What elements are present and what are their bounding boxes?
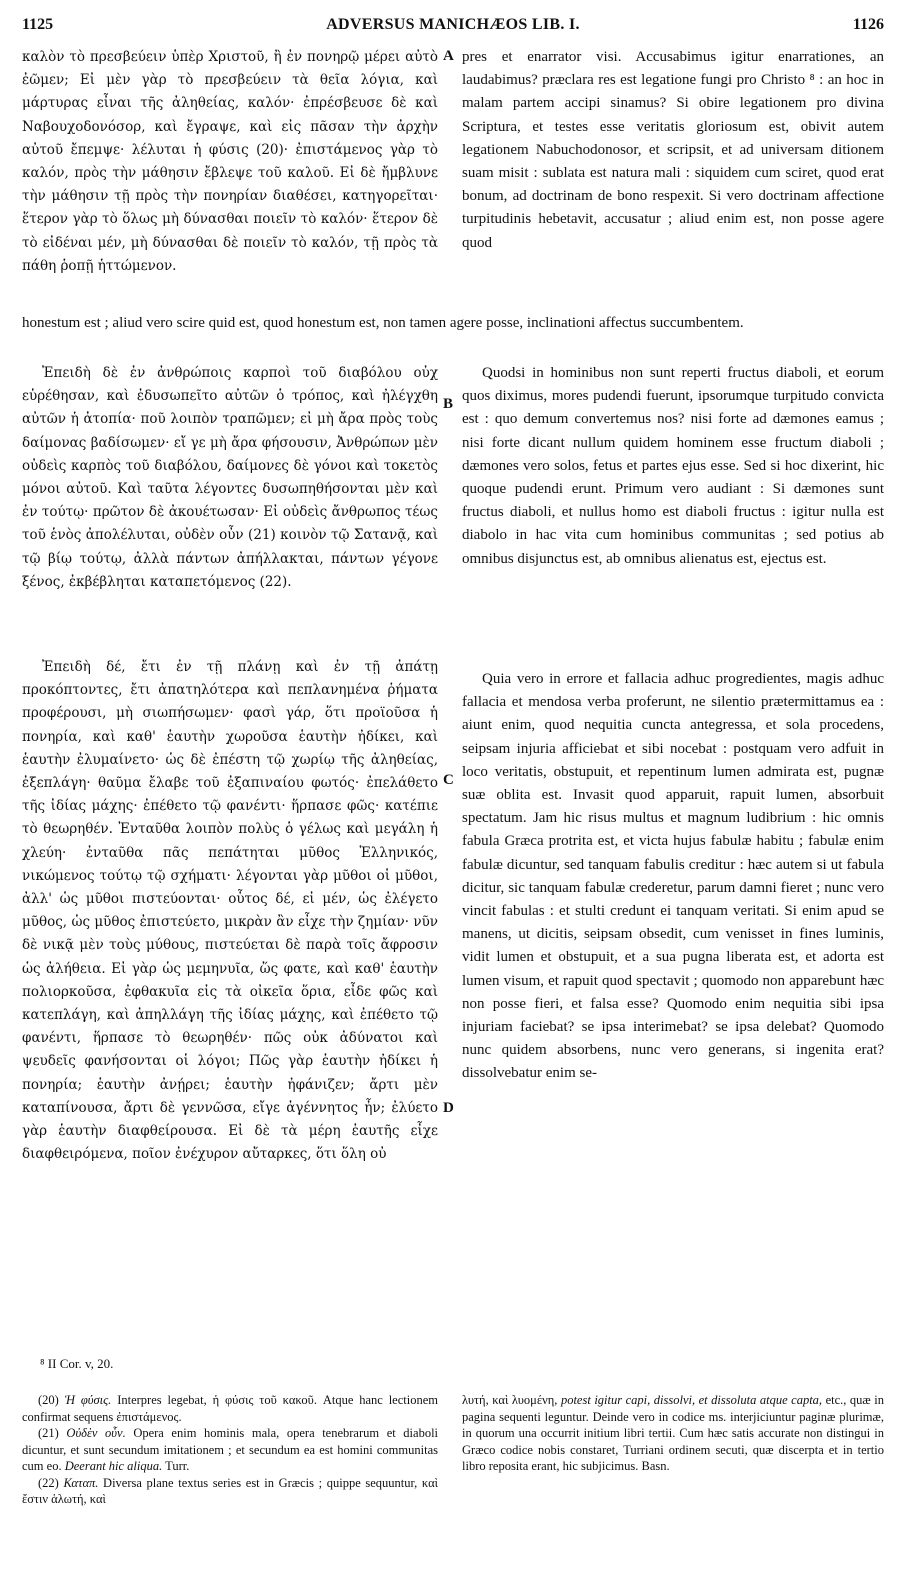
greek-paragraph-3: Ἐπειδὴ δέ, ἔτι ἐν τῇ πλάνῃ καὶ ἐν τῇ ἀπάτῃ προκόπτοντες, ἔτι ἀπατηλότερα καὶ πεπλανημένα ῥήματα προφέρουσι, μὴ σιωπήσωμεν· φασὶ γάρ, ὅτι προϊοῦσα ἡ πονηρία, καὶ καθ' ἑαυτὴν χωροῦσα ἑαυτὴν ἠδίκει, καὶ ἑαυτὴν ἐλυμαίνετο· ὡς δὲ ἐπέστη τῷ χωρίῳ τῆς ἀληθείας, ἐξεπλάγη· θαῦμα ἔλαβε τοῦ ἐξαπιναίου φωτός· ἐπελάθετο τῆς ἰδίας μάχης· ἐπέθετο τῷ φανέντι· ἥρπασε φῶς· κατέπιε τὸ θεωρηθέν. Ἐνταῦθα λοιπὸν πολὺς ὁ γέλως καὶ μεγάλη ἡ χλεύη· ἐνταῦθα πᾶς πεπάτηται μῦθος Ἑλληνικός, νικώμενος τούτῳ τῷ σχήματι· λέγονται γὰρ μῦθοι οἱ μῦθοι, ἀλλ' ὡς μῦθοι πιστεύονται· οὗτος δέ, εἰ μέν, ὡς ἐλέγετο μῦθος, ὡς μῦθος ἐπιστεύετο, μικρὰν ἂν εἶχε τὴν ζημίαν· νῦν δὲ νικᾷ μὲν τοὺς μύθους, πιστεύεται δὲ παρὰ τοῖς ἄφροσιν ὡς ἀλήθεια. Εἰ γὰρ ὡς μεμηνυῖα, ὥς φατε, καὶ καθ' ἑαυτὴν πολιορκοῦσα, ἐφθακυῖα εἰς τὰ οἰκεῖα ὅρια, εἶδε φῶς καὶ κατεπλάγη, καὶ ἀπηλλάγη τῆς ἰδίας μάχης, καὶ ἐπέθετο τῷ φανέντι, ἥρπασε τὸ θεωρηθέν· πῶς οὐκ ἀδύνατοι καὶ ψευδεῖς φανήσονται οἱ λόγοι; Πῶς γὰρ ἑαυτὴν ἠδίκει ἡ πονηρία; ἑαυτὴν ἀνῄρει; ἑαυτὴν ἠφάνιζεν; ἄρτι μὲν καταπίνουσα, ἄρτι δὲ γεννῶσα, εἴγε ἀγέννητος ἦν; ἐλύετο γὰρ ἑαυτὴν διαφθείρουσα. Εἰ δὲ τὰ μέρη ἑαυτῆς εἶχε διαφθειρόμενα, ποῖον ἐνέχυρον αὔταρκες, ὅτι ὅλη οὐ (22, 659, 438, 1163)
right-page-number: 1126 (852, 16, 884, 33)
marker-a: A (443, 48, 454, 64)
marker-b: B (443, 396, 454, 412)
running-title: ADVERSUS MANICHÆOS LIB. I. (326, 16, 580, 33)
scripture-reference: ⁸ II Cor. v, 20. (40, 1356, 114, 1371)
page-header (22, 16, 884, 38)
latin-continuation: honestum est ; aliud vero scire quid est, quod honestum est, non tamen agere posse, inclinationi affectus succumbentem. (22, 315, 744, 331)
note-22-continued: λυτή, καὶ λυομένη, potest igitur capi, dissolvi, et dissoluta atque capta, etc., quæ in pagina sequenti leguntur. Deinde vero in codice ms. interjiciuntur paginæ plurimæ, in quorum una occurrit initium libri tertii. Cum hæc satis accurate non distingui in Græco codice nobis constaret, Turriani ordinem secuti, quæ discerpta et in tertio libro reposita erant, hic subjicimus. Basn. (462, 1393, 884, 1473)
latin-paragraph-2: Quodsi in hominibus non sunt reperti fructus diaboli, et eorum quos diximus, mores pudendi fuerunt, ipsorumque turpitudo convicta est : quo demum convertemus nos? nisi forte ad dæmones eamus ; nisi forte dicant nullum quidem hominem esse fructum diaboli ; dæmones vero solos, fetus et partes ejus esse. Sed si hoc dixerint, hic quoque pudendi erunt. Primum vero audiant : Si dæmones sunt fructus diaboli, et nullus homo est diaboli fructus : igitur nulla est diabolo in hac vita cum hominibus communitas ; sed potius ab omnibus disjunctus est, ab omnibus alienatus est, ejectus est. (462, 365, 884, 567)
marker-d: D (443, 1100, 454, 1116)
greek-paragraph-2: Ἐπειδὴ δὲ ἐν ἀνθρώποις καρποὶ τοῦ διαβόλου οὐχ εὑρέθησαν, καὶ ἐδυσωπεῖτο αὐτῶν ὁ τρόπος, καὶ ἠλέγχθη αὐτῶν ἡ ἀτοπία· ποῦ λοιπὸν τραπῶμεν; εἰ μὴ ἄρα πρὸς τοὺς δαίμονας βαδίσωμεν· εἴ γε μὴ ἄρα φήσουσιν, Ἀνθρώπων μὲν οὐδεὶς καρπὸς τοῦ διαβόλου, δαίμονες δὲ γόνοι καὶ τοκετὸς μόνοι αὐτοῦ. Καὶ ταῦτα λέγοντες δυσωπηθήσονται μὲν καὶ ἐν τούτῳ· πρῶτον δὲ ἀκουέτωσαν· Εἰ οὐδεὶς ἄνθρωπος τέως τοῦ ἑνὸς ἀπολέλυται, οὐδὲν οὖν (21) κοινὸν τῷ Σατανᾷ, καὶ τῷ βίῳ τούτῳ, ἀλλὰ πάντων ἀπήλλακται, πάντων γέγονε ξένος, ἐκβέβληται καταπετόμενος (22). (22, 365, 438, 590)
marker-c: C (443, 772, 454, 788)
left-page-number: 1125 (22, 16, 54, 33)
notes-right (462, 1392, 884, 1582)
latin-paragraph-1: pres et enarrator visi. Accusabimus igitur enarrationes, an laudabimus? præclara res est legatione fungi pro Christo ⁸ : an hoc in malam partem accipi sinamus? Si obire legationem pro divina Scriptura, et testes esse veritatis gloriosum est, obivit autem legationem Nabuchodonosor, et scripsit, et ad universam ditionem suam misit : sublata est natura mali : siquidem cum sciret, quod erat bonum, ad doctrinam de bono respexit. Si vero doctrinam affectione turpitudinis hebetavit, accusatur ; aliud enim est, non posse agere quod (462, 49, 884, 251)
note-20: (20) Ἡ φύσις. Interpres legebat, ἡ φύσις τοῦ κακοῦ. Atque hanc lectionem confirmat sequens ἐπιστάμενος. (22, 1393, 438, 1424)
note-21: (21) Οὐδὲν οὖν. Opera enim hominis mala, opera tenebrarum et diaboli dicuntur, et sunt secundum imitationem ; et secundum ea est homini communitas cum eo. Deerant hic aliqua. Turr. (22, 1426, 438, 1473)
notes-left (22, 1392, 438, 1582)
latin-paragraph-3: Quia vero in errore et fallacia adhuc progredientes, magis adhuc fallacia et mendosa verba proferunt, ne silentio prætermittamus ea : aiunt enim, quod nequitia cuncta antegressa, et sola procedens, seipsam injuria afficiebat et sibi nocebat : postquam vero adfuit in loco veritatis, obstupuit, et repentinum lumen admirata est, pugnæ suæ oblita est. Invasit quod apparuit, rapuit lumen, absorbuit spectatum. Jam hic risus multus et magnum ludibrium : hic omnis fabula Græca protrita est, et victa hujus fabulæ habitu ; fabulæ enim fabulæ dicuntur, sed tanquam fabulis creditur : hæc autem si ut fabula dicitur, sic tanquam fabulæ crederetur, parum damni fieret ; nunc vero vincit fabulas : et stulti credunt ei tanquam veritati. Si enim apud se manens, ut dicitis, seipsam obsedit, cum venisset in fines luminis, vidit lumen et obstupuit, et a sua pugna liberata est, et adorta est lumen visum, et rapuit quod spectavit ; quomodo non apparebunt hæc non posse fieri, et falsa esse? Quomodo enim nequitia sibi ipsa injuriam faciebat? se ipsa interimebat? se ipsa delebat? Quomodo nunc quidem absorbens, nunc vero generans, si ingenita erat? dissolvebatur enim se- (462, 671, 884, 1082)
greek-paragraph-1: καλὸν τὸ πρεσβεύειν ὑπὲρ Χριστοῦ, ἢ ἐν πονηρῷ μέρει αὐτὸ ἐῶμεν; Εἰ μὲν γὰρ τὸ πρεσβεύειν τὰ θεῖα λόγια, καὶ μάρτυρας εἶναι τῆς ἀληθείας, καλόν· ἐπρέσβευσε δὲ καὶ Ναβουχοδονόσορ, καὶ ἔγραψε, καὶ εἰς πᾶσαν τὴν ἀρχὴν αὐτοῦ ἔπεμψε· λέλυται ἡ φύσις (20)· ἐπιστάμενος γὰρ τὸ καλόν, πρὸς τὴν μάθησιν ἔβλεψε τοῦ καλοῦ. Εἰ δὲ ἤμβλυνε τὴν μάθησιν τῇ πρὸς τὴν πονηρίαν διαθέσει, κατηγορεῖται· ἕτερον γὰρ τὸ ὅλως μὴ δύνασθαι ποιεῖν τὸ καλόν· ἕτερον δὲ τὸ εἰδέναι μέν, μὴ δύνασθαι δὲ ποιεῖν τὸ καλόν, τῇ πρὸς τὰ πάθη ῥοπῇ ἡττώμενον. (22, 49, 438, 274)
note-22: (22) Καταπ. Diversa plane textus series est in Græcis ; quippe sequuntur, καὶ ἔστιν ἁλωτή, καὶ (22, 1475, 438, 1506)
